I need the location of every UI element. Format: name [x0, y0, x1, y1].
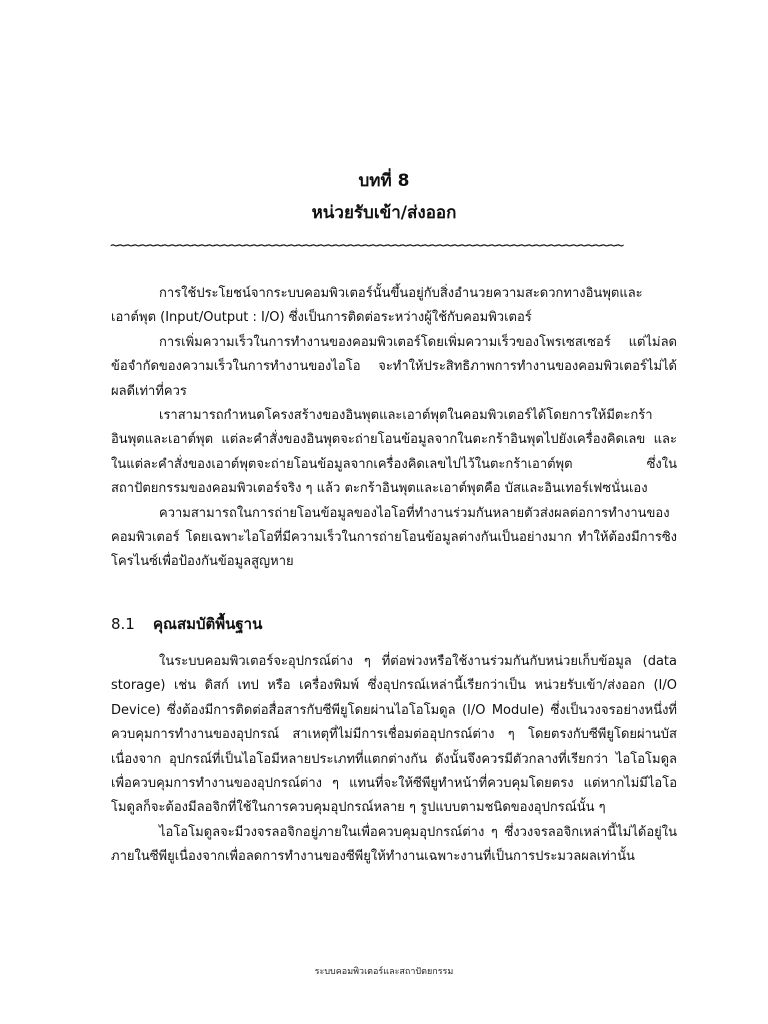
- intro-section: [111, 282, 677, 575]
- tilde-divider: ~~~~~~~~~~~~~~~~~~~~~~~~~~~~~~~~~~~~~~~~~~~~~~~~~~~~~~~~~~~~~~~~~~~~~: [110, 236, 623, 254]
- chapter-title: หน่วยรับเข้า/ส่งออก: [311, 203, 457, 223]
- paragraph: การเพิ่มความเร็วในการทำงานของคอมพิวเตอร์โดยเพิ่มความเร็วของโพรเซสเซอร์ แต่ไม่ลดข้อจำกัดของความเร็วในการทำงานของไอโอ จะทำให้ประสิทธิภาพการทำงานของคอมพิวเตอร์ไม่ได้ผลดีเท่าที่ควร: [111, 334, 677, 399]
- section-number: 8.1: [111, 615, 135, 633]
- section-title: คุณสมบัติพื้นฐาน: [153, 615, 263, 633]
- paragraph: ความสามารถในการถ่ายโอนข้อมูลของไอโอที่ทำงานร่วมกันหลายตัวส่งผลต่อการทำงานของคอมพิวเตอร์ โดยเฉพาะไอโอที่มีความเร็วในการถ่ายโอนข้อมูลต่างกันเป็นอย่างมาก ทำให้ต้องมีการซิงโครไนซ์เพื่อป้องกันข้อมูลสูญหาย: [111, 505, 677, 570]
- section-heading: [111, 614, 262, 634]
- paragraph: เราสามารถกำหนดโครงสร้างของอินพุตและเอาต์พุตในคอมพิวเตอร์ได้โดยการให้มีตะกร้าอินพุตและเอาต์พุต แต่ละคำสั่งของอินพุตจะถ่ายโอนข้อมูลจากในตะกร้าอินพุตไปยังเครื่องคิดเลข และในแต่ละคำสั่งของเอาต์พุตจะถ่ายโอนข้อมูลจากเครื่องคิดเลขไปไว้ในตะกร้าเอาต์พุต ซึ่งในสถาปัตยกรรมของคอมพิวเตอร์จริง ๆ แล้ว ตะกร้าอินพุตและเอาต์พุตคือ บัสและอินเทอร์เฟซนั่นเอง: [111, 408, 677, 497]
- section-body: [111, 650, 677, 870]
- paragraph: ไอโอโมดูลจะมีวงจรลอจิกอยู่ภายในเพื่อควบคุมอุปกรณ์ต่าง ๆ ซึ่งวงจรลอจิกเหล่านี้ไม่ได้อยู่ในภายในซีพียูเนื่องจากเพื่อลดการทำงานของซีพียูให้ทำงานเฉพาะงานที่เป็นการประมวลผลเท่านั้น: [111, 824, 677, 865]
- paragraph: ในระบบคอมพิวเตอร์จะอุปกรณ์ต่าง ๆ ที่ต่อพ่วงหรือใช้งานร่วมกันกับหน่วยเก็บข้อมูล (data storage) เช่น ดิสก์ เทป หรือ เครื่องพิมพ์ ซึ่งอุปกรณ์เหล่านี้เรียกว่าเป็น หน่วยรับเข้า/ส่งออก (I/O Device) ซึ่งต้องมีการติดต่อสื่อสารกับซีพียูโดยผ่านไอโอโมดูล (I/O Module) ซึ่งเป็นวงจรอย่างหนึ่งที่ควบคุมการทำงานของอุปกรณ์ สาเหตุที่ไม่มีการเชื่อมต่ออุปกรณ์ต่าง ๆ โดยตรงกับซีพียูโดยผ่านบัสเนื่องจาก อุปกรณ์ที่เป็นไอโอมีหลายประเภทที่แตกต่างกัน ดังนั้นจึงควรมีตัวกลางที่เรียกว่า ไอโอโมดูลเพื่อควบคุมการทำงานของอุปกรณ์ต่าง ๆ แทนที่จะให้ซีพียูทำหน้าที่ควบคุมโดยตรง แต่หากไม่มีไอโอโมดูลก็จะต้องมีลอจิกที่ใช้ในการควบคุมอุปกรณ์หลาย ๆ รูปแบบตามชนิดของอุปกรณ์นั้น ๆ: [111, 654, 677, 816]
- paragraph: การใช้ประโยชน์จากระบบคอมพิวเตอร์นั้นขึ้นอยู่กับสิ่งอำนวยความสะดวกทางอินพุตและเอาต์พุต (Input/Output : I/O) ซึ่งเป็นการติดต่อระหว่างผู้ใช้กับคอมพิวเตอร์: [111, 286, 643, 326]
- page-footer: ระบบคอมพิวเตอร์และสถาปัตยกรรม: [314, 967, 454, 977]
- chapter-number: บทที่ 8: [358, 171, 410, 191]
